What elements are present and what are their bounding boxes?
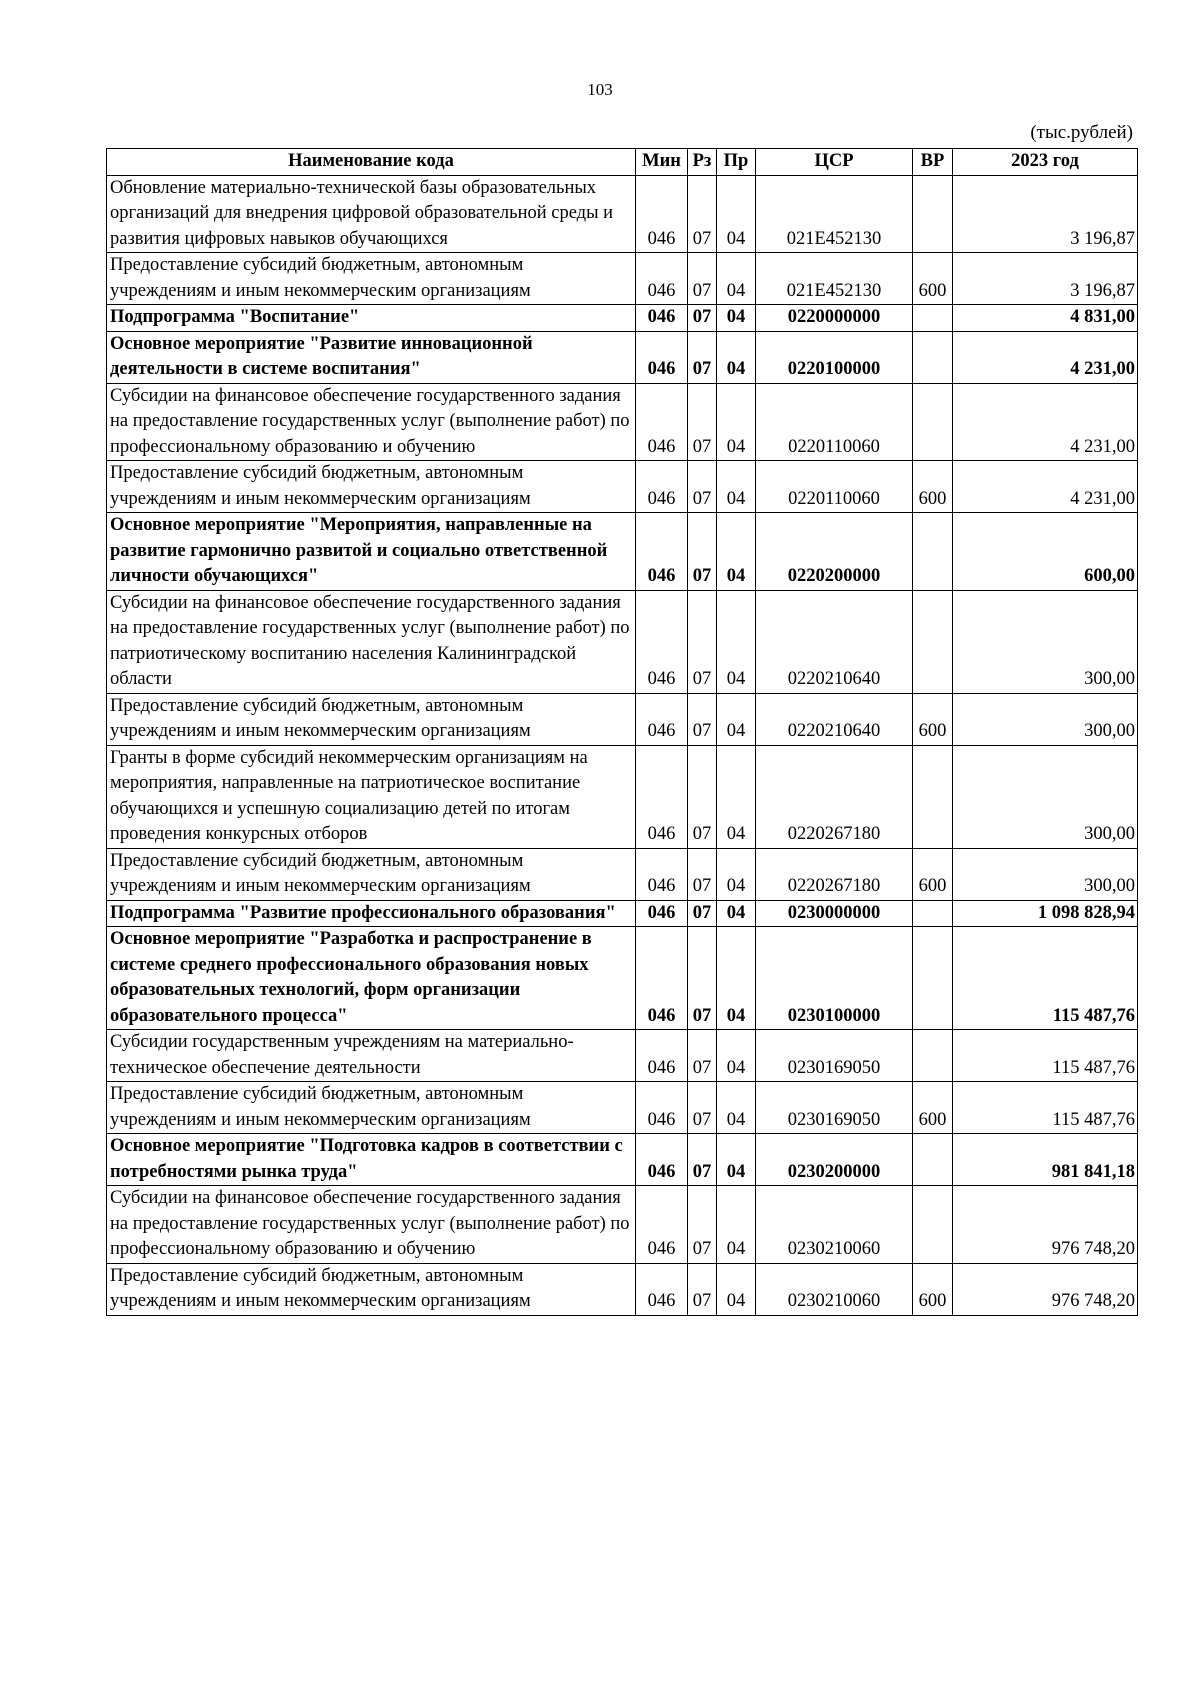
cell-vr: 600 [913,693,953,745]
cell-csr: 0220100000 [756,331,913,383]
cell-rz: 07 [688,900,717,927]
cell-rz: 07 [688,513,717,591]
cell-name: Подпрограмма "Развитие профессионального образования" [107,900,636,927]
cell-pr: 04 [717,1186,756,1264]
cell-min: 046 [636,900,688,927]
cell-min: 046 [636,1030,688,1082]
cell-name: Субсидии на финансовое обеспечение государственного задания на предоставление государственных услуг (выполнение работ) по профессиональному образованию и обучению [107,1186,636,1264]
cell-amount: 976 748,20 [953,1186,1138,1264]
header-rz: Рз [688,149,717,176]
budget-table [106,148,1138,1316]
table-row [107,1186,1138,1264]
cell-vr: 600 [913,461,953,513]
cell-vr [913,927,953,1030]
cell-amount: 300,00 [953,693,1138,745]
cell-pr: 04 [717,331,756,383]
cell-rz: 07 [688,590,717,693]
cell-vr: 600 [913,253,953,305]
cell-name: Основное мероприятие "Мероприятия, направленные на развитие гармонично развитой и социально ответственной личности обучающихся" [107,513,636,591]
cell-pr: 04 [717,1134,756,1186]
cell-min: 046 [636,927,688,1030]
cell-amount: 300,00 [953,745,1138,848]
cell-vr: 600 [913,1082,953,1134]
cell-amount: 300,00 [953,590,1138,693]
table-row [107,1134,1138,1186]
cell-pr: 04 [717,305,756,332]
header-csr: ЦСР [756,149,913,176]
cell-pr: 04 [717,513,756,591]
cell-csr: 0230200000 [756,1134,913,1186]
table-row [107,175,1138,253]
cell-csr: 0230210060 [756,1186,913,1264]
table-row [107,305,1138,332]
cell-rz: 07 [688,1030,717,1082]
cell-name: Подпрограмма "Воспитание" [107,305,636,332]
cell-csr: 0230210060 [756,1263,913,1315]
cell-name: Предоставление субсидий бюджетным, автономным учреждениям и иным некоммерческим организациям [107,693,636,745]
table-row [107,461,1138,513]
table-row [107,745,1138,848]
header-name: Наименование кода [107,149,636,176]
table-row [107,513,1138,591]
cell-pr: 04 [717,1082,756,1134]
cell-rz: 07 [688,745,717,848]
cell-csr: 0230100000 [756,927,913,1030]
cell-rz: 07 [688,383,717,461]
cell-csr: 0220200000 [756,513,913,591]
cell-amount: 4 231,00 [953,383,1138,461]
cell-csr: 0220210640 [756,693,913,745]
cell-pr: 04 [717,1263,756,1315]
cell-min: 046 [636,305,688,332]
cell-pr: 04 [717,900,756,927]
cell-vr [913,1186,953,1264]
cell-pr: 04 [717,590,756,693]
cell-rz: 07 [688,927,717,1030]
cell-name: Предоставление субсидий бюджетным, автономным учреждениям и иным некоммерческим организациям [107,1263,636,1315]
cell-amount: 1 098 828,94 [953,900,1138,927]
cell-rz: 07 [688,1186,717,1264]
cell-min: 046 [636,513,688,591]
cell-min: 046 [636,175,688,253]
table-row [107,590,1138,693]
header-min: Мин [636,149,688,176]
cell-min: 046 [636,1134,688,1186]
table-row [107,253,1138,305]
cell-amount: 3 196,87 [953,175,1138,253]
cell-csr: 0220000000 [756,305,913,332]
cell-csr: 0220110060 [756,383,913,461]
cell-rz: 07 [688,305,717,332]
cell-min: 046 [636,1082,688,1134]
cell-min: 046 [636,253,688,305]
cell-amount: 4 231,00 [953,461,1138,513]
table-row [107,927,1138,1030]
cell-csr: 021E452130 [756,175,913,253]
cell-csr: 0230169050 [756,1082,913,1134]
cell-amount: 3 196,87 [953,253,1138,305]
cell-csr: 021E452130 [756,253,913,305]
cell-name: Основное мероприятие "Подготовка кадров в соответствии с потребностями рынка труда" [107,1134,636,1186]
cell-vr [913,175,953,253]
header-vr: ВР [913,149,953,176]
cell-pr: 04 [717,253,756,305]
cell-csr: 0230000000 [756,900,913,927]
cell-rz: 07 [688,1263,717,1315]
cell-min: 046 [636,461,688,513]
cell-pr: 04 [717,175,756,253]
cell-name: Предоставление субсидий бюджетным, автономным учреждениям и иным некоммерческим организациям [107,253,636,305]
cell-csr: 0230169050 [756,1030,913,1082]
cell-name: Гранты в форме субсидий некоммерческим организациям на мероприятия, направленные на патриотическое воспитание обучающихся и успешную социализацию детей по итогам проведения конкурсных отборов [107,745,636,848]
table-header-row [107,149,1138,176]
cell-csr: 0220267180 [756,745,913,848]
cell-min: 046 [636,383,688,461]
cell-rz: 07 [688,331,717,383]
table-row [107,1082,1138,1134]
cell-pr: 04 [717,1030,756,1082]
table-row [107,1030,1138,1082]
cell-name: Основное мероприятие "Разработка и распространение в системе среднего профессионального образования новых образовательных технологий, форм организации образовательного процесса" [107,927,636,1030]
cell-vr [913,331,953,383]
cell-csr: 0220267180 [756,848,913,900]
unit-note: (тыс.рублей) [1030,122,1133,143]
cell-min: 046 [636,693,688,745]
cell-csr: 0220110060 [756,461,913,513]
cell-vr [913,383,953,461]
cell-min: 046 [636,331,688,383]
cell-min: 046 [636,1186,688,1264]
cell-amount: 300,00 [953,848,1138,900]
cell-amount: 4 231,00 [953,331,1138,383]
cell-rz: 07 [688,1134,717,1186]
cell-rz: 07 [688,1082,717,1134]
cell-pr: 04 [717,383,756,461]
cell-pr: 04 [717,745,756,848]
table-row [107,848,1138,900]
header-pr: Пр [717,149,756,176]
table-row [107,900,1138,927]
cell-amount: 115 487,76 [953,1082,1138,1134]
cell-name: Предоставление субсидий бюджетным, автономным учреждениям и иным некоммерческим организациям [107,461,636,513]
cell-name: Предоставление субсидий бюджетным, автономным учреждениям и иным некоммерческим организациям [107,1082,636,1134]
cell-vr [913,1134,953,1186]
table-row [107,693,1138,745]
cell-min: 046 [636,745,688,848]
cell-amount: 976 748,20 [953,1263,1138,1315]
cell-vr: 600 [913,1263,953,1315]
cell-rz: 07 [688,848,717,900]
cell-rz: 07 [688,175,717,253]
cell-vr [913,1030,953,1082]
cell-amount: 981 841,18 [953,1134,1138,1186]
cell-amount: 115 487,76 [953,927,1138,1030]
cell-name: Основное мероприятие "Развитие инновационной деятельности в системе воспитания" [107,331,636,383]
cell-min: 046 [636,1263,688,1315]
table-row [107,383,1138,461]
cell-name: Субсидии на финансовое обеспечение государственного задания на предоставление государственных услуг (выполнение работ) по патриотическому воспитанию населения Калининградской области [107,590,636,693]
cell-name: Обновление материально-технической базы образовательных организаций для внедрения цифровой образовательной среды и развития цифровых навыков обучающихся [107,175,636,253]
cell-vr [913,745,953,848]
table-row [107,331,1138,383]
cell-min: 046 [636,848,688,900]
cell-csr: 0220210640 [756,590,913,693]
table-row [107,1263,1138,1315]
cell-vr [913,590,953,693]
cell-pr: 04 [717,848,756,900]
cell-name: Субсидии государственным учреждениям на материально-техническое обеспечение деятельности [107,1030,636,1082]
cell-vr [913,900,953,927]
cell-amount: 115 487,76 [953,1030,1138,1082]
cell-pr: 04 [717,693,756,745]
cell-rz: 07 [688,693,717,745]
page-number: 103 [587,80,613,99]
cell-name: Субсидии на финансовое обеспечение государственного задания на предоставление государственных услуг (выполнение работ) по профессиональному образованию и обучению [107,383,636,461]
cell-min: 046 [636,590,688,693]
cell-rz: 07 [688,461,717,513]
cell-pr: 04 [717,461,756,513]
cell-rz: 07 [688,253,717,305]
cell-vr [913,513,953,591]
cell-amount: 4 831,00 [953,305,1138,332]
cell-vr [913,305,953,332]
cell-vr: 600 [913,848,953,900]
header-amount: 2023 год [953,149,1138,176]
cell-pr: 04 [717,927,756,1030]
cell-name: Предоставление субсидий бюджетным, автономным учреждениям и иным некоммерческим организациям [107,848,636,900]
cell-amount: 600,00 [953,513,1138,591]
